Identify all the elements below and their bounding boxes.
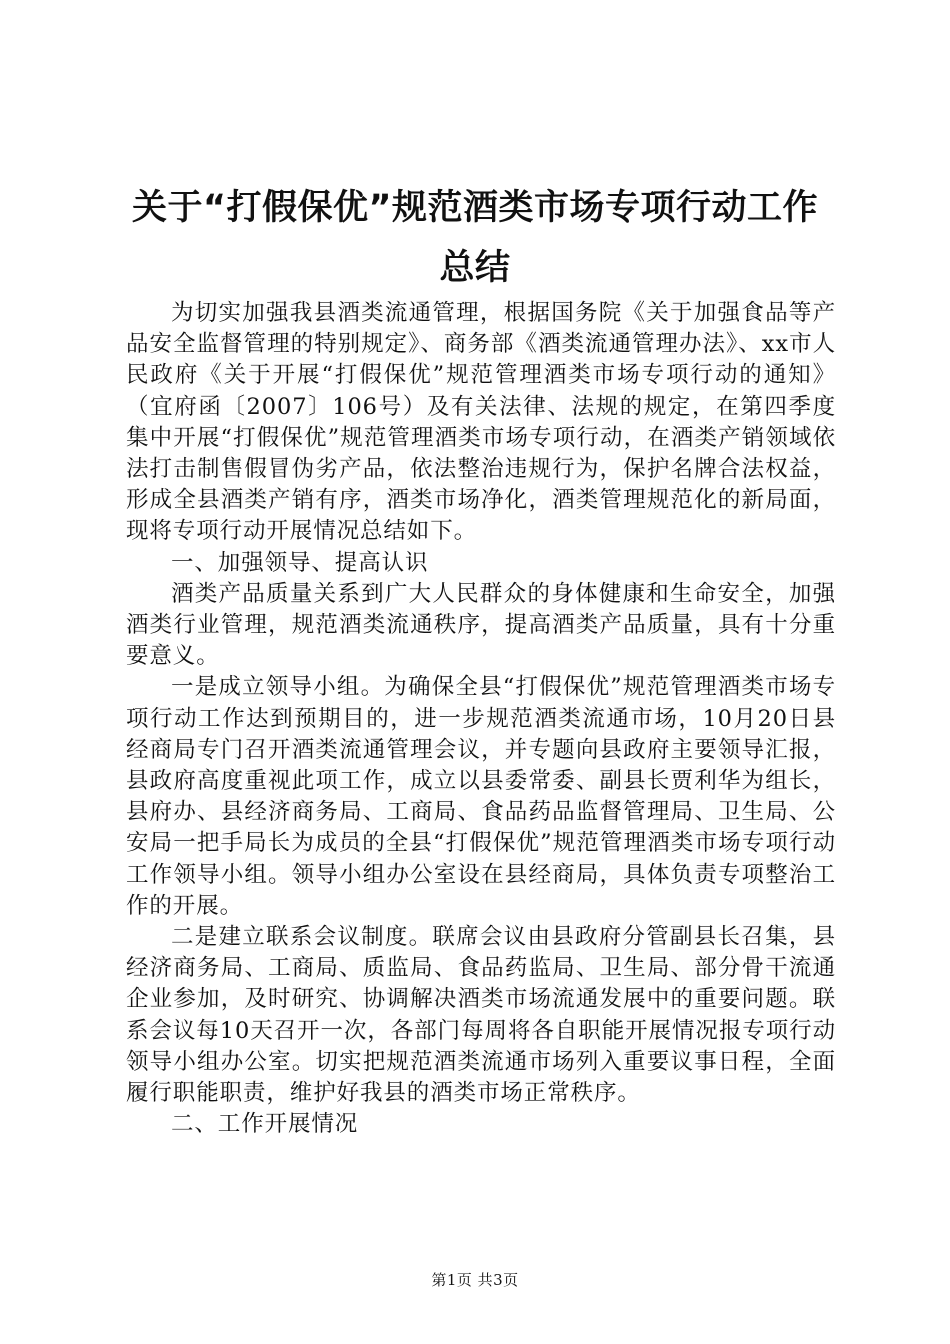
paragraph-intro: 为切实加强我县酒类流通管理，根据国务院《关于加强食品等产品安全监督管理的特别规定》、商务部《酒类流通管理办法》、xx市人民政府《关于开展“打假保优”规范管理酒类市场专项行动的通知》（宜府函〔2007〕106号）及有关法律、法规的规定，在第四季度集中开展“打假保优”规范管理酒类市场专项行动，在酒类产销领域依法打击制售假冒伪劣产品，依法整治违规行为，保护名牌合法权益，形成全县酒类产销有序，酒类市场净化，酒类管理规范化的新局面，现将专项行动开展情况总结如下。 — [126, 300, 836, 545]
paragraph-joint-meeting: 二是建立联系会议制度。联席会议由县政府分管副县长召集，县经济商务局、工商局、质监局、食品药监局、卫生局、部分骨干流通企业参加，及时研究、协调解决酒类市场流通发展中的重要问题。联系会议每10天召开一次，各部门每周将各自职能开展情况报专项行动领导小组办公室。切实把规范酒类流通市场列入重要议事日程，全面履行职能职责，维护好我县的酒类市场正常秩序。 — [126, 924, 836, 1107]
document-title-line-2: 总结 — [439, 248, 511, 288]
document-body — [126, 298, 836, 1140]
section-heading-2: 二、工作开展情况 — [171, 1111, 359, 1138]
page-footer: 第1页 共3页 — [431, 1271, 519, 1289]
document-title-line-1: 关于“打假保优”规范酒类市场专项行动工作 — [131, 188, 818, 228]
paragraph-importance: 酒类产品质量关系到广大人民群众的身体健康和生命安全，加强酒类行业管理，规范酒类流通秩序，提高酒类产品质量，具有十分重要意义。 — [126, 580, 836, 670]
section-heading-1: 一、加强领导、提高认识 — [171, 549, 429, 576]
paragraph-leadership-group: 一是成立领导小组。为确保全县“打假保优”规范管理酒类市场专项行动工作达到预期目的，进一步规范酒类流通市场，10月20日县经商局专门召开酒类流通管理会议，并专题向县政府主要领导汇报，县政府高度重视此项工作，成立以县委常委、副县长贾利华为组长，县府办、县经济商务局、工商局、食品药品监督管理局、卫生局、公安局一把手局长为成员的全县“打假保优”规范管理酒类市场专项行动工作领导小组。领导小组办公室设在县经商局，具体负责专项整治工作的开展。 — [126, 674, 836, 919]
